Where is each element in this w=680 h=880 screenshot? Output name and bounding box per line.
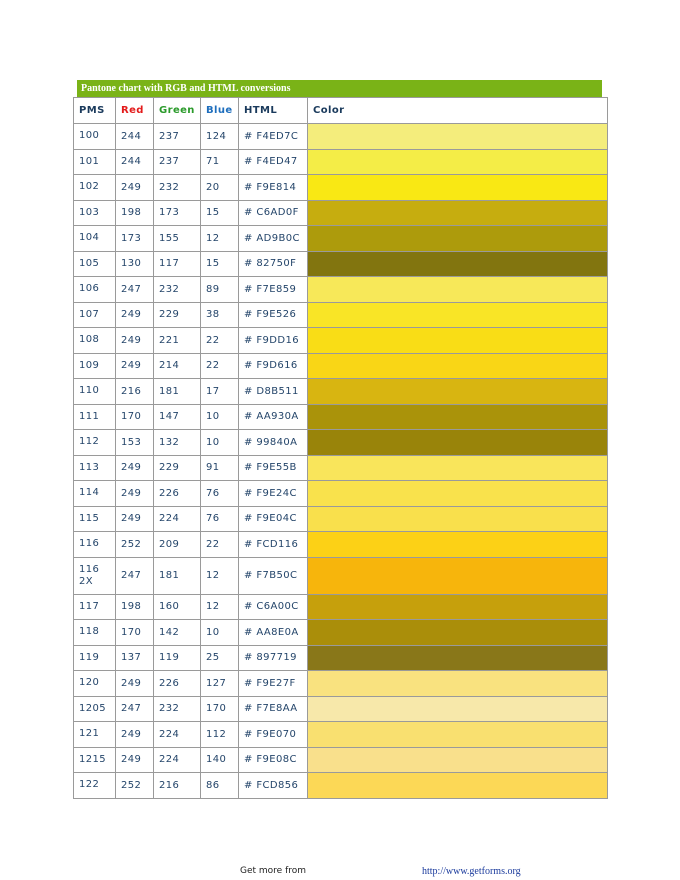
color-swatch (308, 200, 608, 226)
html-cell: # F9E55B (239, 455, 308, 481)
green-cell: 181 (154, 379, 201, 405)
table-row (74, 645, 608, 671)
html-cell: # F9E526 (239, 302, 308, 328)
green-cell: 214 (154, 353, 201, 379)
color-swatch (308, 481, 608, 507)
table-row (74, 302, 608, 328)
red-cell: 198 (116, 594, 154, 620)
green-cell: 229 (154, 455, 201, 481)
green-cell: 117 (154, 251, 201, 277)
red-cell: 249 (116, 302, 154, 328)
pms-cell: 116 (74, 532, 116, 558)
blue-cell: 76 (201, 481, 239, 507)
color-swatch (308, 328, 608, 354)
green-cell: 132 (154, 430, 201, 456)
html-cell: # FCD116 (239, 532, 308, 558)
table-row (74, 353, 608, 379)
red-cell: 249 (116, 481, 154, 507)
green-cell: 181 (154, 557, 201, 594)
green-cell: 224 (154, 747, 201, 773)
green-cell: 142 (154, 620, 201, 646)
green-cell: 237 (154, 124, 201, 150)
pms-cell: 107 (74, 302, 116, 328)
html-cell: # C6A00C (239, 594, 308, 620)
color-swatch (308, 722, 608, 748)
color-swatch (308, 404, 608, 430)
red-cell: 244 (116, 149, 154, 175)
pms-cell: 115 (74, 506, 116, 532)
pms-cell: 104 (74, 226, 116, 252)
html-cell: # F7E8AA (239, 696, 308, 722)
html-cell: # D8B511 (239, 379, 308, 405)
html-cell: # F7B50C (239, 557, 308, 594)
pms-cell: 122 (74, 773, 116, 799)
green-cell: 216 (154, 773, 201, 799)
green-cell: 160 (154, 594, 201, 620)
blue-cell: 22 (201, 353, 239, 379)
color-swatch (308, 506, 608, 532)
red-cell: 249 (116, 747, 154, 773)
color-swatch (308, 696, 608, 722)
green-cell: 221 (154, 328, 201, 354)
blue-cell: 140 (201, 747, 239, 773)
chart-title-banner: Pantone chart with RGB and HTML conversions (77, 80, 602, 97)
pms-cell: 116 2X (74, 557, 116, 594)
color-swatch (308, 594, 608, 620)
html-cell: # F9D616 (239, 353, 308, 379)
blue-cell: 22 (201, 328, 239, 354)
red-cell: 130 (116, 251, 154, 277)
green-cell: 119 (154, 645, 201, 671)
header-red: Red (116, 98, 154, 124)
blue-cell: 10 (201, 430, 239, 456)
red-cell: 252 (116, 773, 154, 799)
blue-cell: 12 (201, 594, 239, 620)
header-pms: PMS (74, 98, 116, 124)
table-row (74, 773, 608, 799)
color-swatch (308, 353, 608, 379)
green-cell: 226 (154, 671, 201, 697)
red-cell: 244 (116, 124, 154, 150)
blue-cell: 25 (201, 645, 239, 671)
html-cell: # AA8E0A (239, 620, 308, 646)
table-row (74, 455, 608, 481)
table-row (74, 149, 608, 175)
red-cell: 249 (116, 328, 154, 354)
red-cell: 198 (116, 200, 154, 226)
green-cell: 226 (154, 481, 201, 507)
green-cell: 209 (154, 532, 201, 558)
red-cell: 247 (116, 557, 154, 594)
table-row (74, 226, 608, 252)
html-cell: # F9E04C (239, 506, 308, 532)
html-cell: # AD9B0C (239, 226, 308, 252)
table-row (74, 671, 608, 697)
color-swatch (308, 277, 608, 303)
footer-link[interactable]: http://www.getforms.org (422, 866, 521, 877)
html-cell: # F9E08C (239, 747, 308, 773)
header-color: Color (308, 98, 608, 124)
table-row (74, 430, 608, 456)
blue-cell: 15 (201, 200, 239, 226)
pms-cell: 100 (74, 124, 116, 150)
table-row (74, 481, 608, 507)
color-swatch (308, 671, 608, 697)
blue-cell: 12 (201, 226, 239, 252)
color-swatch (308, 620, 608, 646)
red-cell: 249 (116, 671, 154, 697)
red-cell: 247 (116, 696, 154, 722)
table-row (74, 277, 608, 303)
red-cell: 252 (116, 532, 154, 558)
red-cell: 137 (116, 645, 154, 671)
html-cell: # F9E070 (239, 722, 308, 748)
blue-cell: 15 (201, 251, 239, 277)
table-row (74, 532, 608, 558)
red-cell: 247 (116, 277, 154, 303)
blue-cell: 20 (201, 175, 239, 201)
table-row (74, 175, 608, 201)
color-swatch (308, 532, 608, 558)
green-cell: 237 (154, 149, 201, 175)
pms-cell: 101 (74, 149, 116, 175)
red-cell: 153 (116, 430, 154, 456)
color-swatch (308, 557, 608, 594)
pms-cell: 1215 (74, 747, 116, 773)
color-swatch (308, 430, 608, 456)
table-row (74, 594, 608, 620)
table-row (74, 722, 608, 748)
red-cell: 216 (116, 379, 154, 405)
color-swatch (308, 773, 608, 799)
blue-cell: 112 (201, 722, 239, 748)
pms-cell: 109 (74, 353, 116, 379)
color-swatch (308, 149, 608, 175)
red-cell: 249 (116, 353, 154, 379)
table-row (74, 251, 608, 277)
blue-cell: 89 (201, 277, 239, 303)
html-cell: # AA930A (239, 404, 308, 430)
table-row (74, 506, 608, 532)
red-cell: 249 (116, 455, 154, 481)
header-html: HTML (239, 98, 308, 124)
red-cell: 170 (116, 620, 154, 646)
red-cell: 249 (116, 722, 154, 748)
pms-cell: 1205 (74, 696, 116, 722)
html-cell: # F7E859 (239, 277, 308, 303)
table-row (74, 124, 608, 150)
html-cell: # F4ED7C (239, 124, 308, 150)
pms-cell: 111 (74, 404, 116, 430)
blue-cell: 71 (201, 149, 239, 175)
blue-cell: 17 (201, 379, 239, 405)
blue-cell: 76 (201, 506, 239, 532)
html-cell: # 82750F (239, 251, 308, 277)
color-swatch (308, 226, 608, 252)
color-swatch (308, 645, 608, 671)
blue-cell: 86 (201, 773, 239, 799)
blue-cell: 124 (201, 124, 239, 150)
color-swatch (308, 455, 608, 481)
blue-cell: 91 (201, 455, 239, 481)
header-blue: Blue (201, 98, 239, 124)
table-row (74, 379, 608, 405)
html-cell: # F9E24C (239, 481, 308, 507)
color-swatch (308, 379, 608, 405)
pms-cell: 119 (74, 645, 116, 671)
pms-cell: 108 (74, 328, 116, 354)
html-cell: # F4ED47 (239, 149, 308, 175)
green-cell: 229 (154, 302, 201, 328)
table-row (74, 200, 608, 226)
blue-cell: 22 (201, 532, 239, 558)
html-cell: # 99840A (239, 430, 308, 456)
table-row (74, 620, 608, 646)
table-row (74, 696, 608, 722)
blue-cell: 10 (201, 404, 239, 430)
pms-cell: 106 (74, 277, 116, 303)
green-cell: 224 (154, 722, 201, 748)
pms-cell: 103 (74, 200, 116, 226)
table-row (74, 747, 608, 773)
color-swatch (308, 175, 608, 201)
html-cell: # F9DD16 (239, 328, 308, 354)
blue-cell: 170 (201, 696, 239, 722)
pms-cell: 112 (74, 430, 116, 456)
blue-cell: 12 (201, 557, 239, 594)
table-row (74, 557, 608, 594)
html-cell: # F9E27F (239, 671, 308, 697)
red-cell: 170 (116, 404, 154, 430)
table-row (74, 404, 608, 430)
green-cell: 232 (154, 175, 201, 201)
footer-text: Get more from (240, 866, 307, 876)
color-swatch (308, 302, 608, 328)
pms-cell: 105 (74, 251, 116, 277)
red-cell: 173 (116, 226, 154, 252)
table-row (74, 328, 608, 354)
table-header-row (74, 98, 608, 124)
html-cell: # FCD856 (239, 773, 308, 799)
html-cell: # 897719 (239, 645, 308, 671)
red-cell: 249 (116, 175, 154, 201)
green-cell: 147 (154, 404, 201, 430)
pms-cell: 121 (74, 722, 116, 748)
blue-cell: 10 (201, 620, 239, 646)
header-green: Green (154, 98, 201, 124)
color-swatch (308, 124, 608, 150)
blue-cell: 127 (201, 671, 239, 697)
green-cell: 224 (154, 506, 201, 532)
color-swatch (308, 747, 608, 773)
color-swatch (308, 251, 608, 277)
pms-cell: 113 (74, 455, 116, 481)
pantone-table (73, 97, 608, 799)
html-cell: # F9E814 (239, 175, 308, 201)
pms-cell: 118 (74, 620, 116, 646)
blue-cell: 38 (201, 302, 239, 328)
pms-cell: 110 (74, 379, 116, 405)
pms-cell: 117 (74, 594, 116, 620)
pms-cell: 114 (74, 481, 116, 507)
red-cell: 249 (116, 506, 154, 532)
green-cell: 155 (154, 226, 201, 252)
green-cell: 173 (154, 200, 201, 226)
green-cell: 232 (154, 696, 201, 722)
html-cell: # C6AD0F (239, 200, 308, 226)
pms-cell: 102 (74, 175, 116, 201)
green-cell: 232 (154, 277, 201, 303)
pms-cell: 120 (74, 671, 116, 697)
